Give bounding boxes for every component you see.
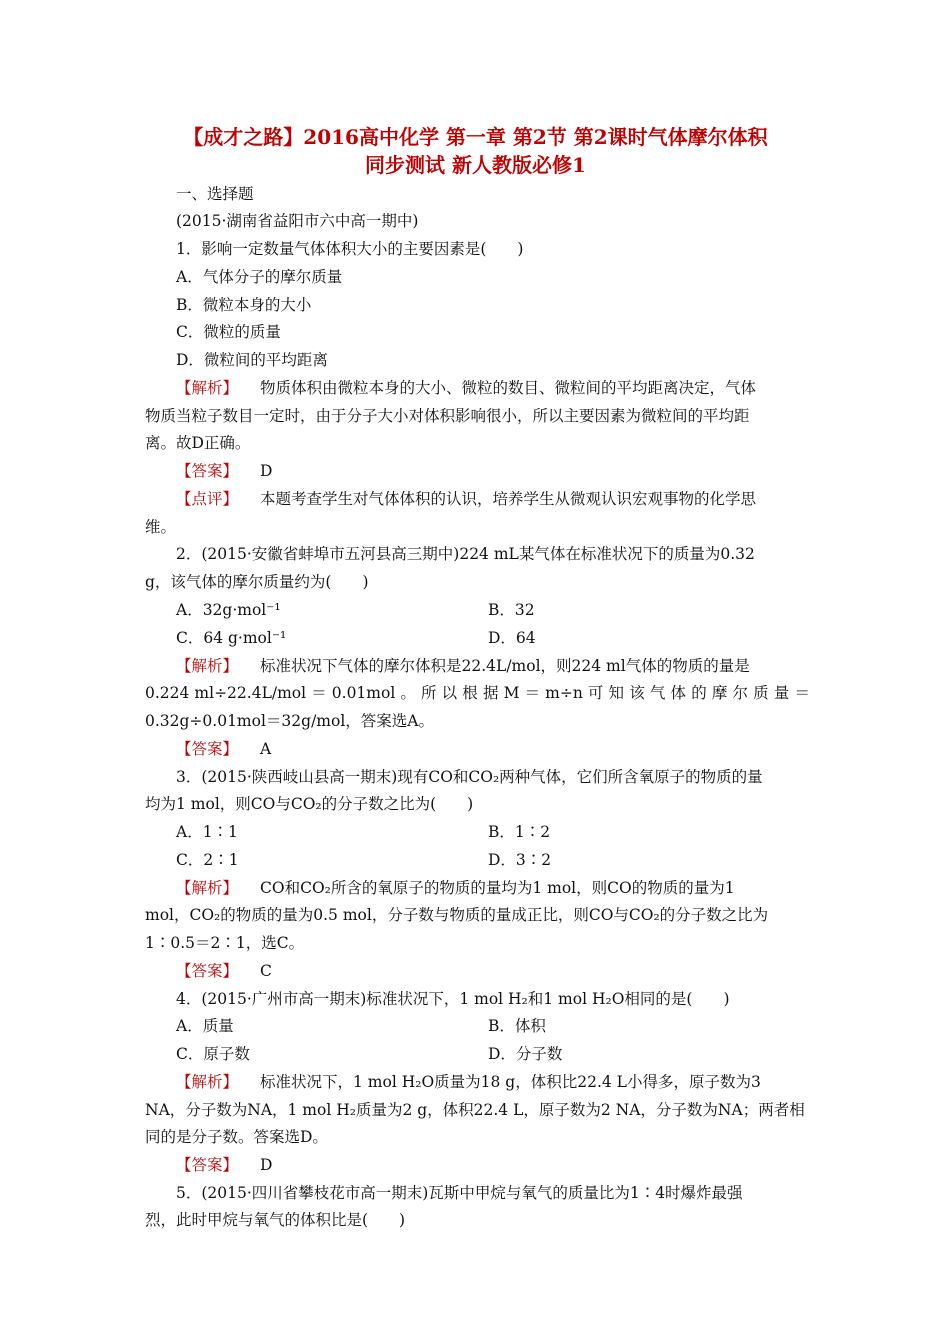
- answer-tag: 【答案】: [176, 962, 239, 980]
- question-source: (2015·湖南省益阳市六中高一期中): [176, 212, 419, 230]
- question-3-option-b: B．1∶2: [488, 823, 551, 841]
- section-heading: 一、选择题: [176, 185, 254, 203]
- question-2-answer: [176, 738, 841, 760]
- question-1-analysis-line-2: 物质当粒子数目一定时，由于分子大小对体积影响很小，所以主要因素为微粒间的平均距: [145, 407, 750, 425]
- question-2-option-b: B．32: [488, 601, 535, 619]
- question-2-option-a: A．32g·mol⁻¹: [176, 601, 281, 619]
- comment-text: 本题考查学生对气体体积的认识，培养学生从微观认识宏观事物的化学思: [260, 490, 757, 508]
- answer-value: C: [260, 962, 272, 980]
- question-4-stem: 4．(2015·广州市高一期末)标准状况下，1 mol H₂和1 mol H₂O相同的是( ): [176, 990, 730, 1008]
- question-4-analysis-line-3: 同的是分子数。答案选D。: [145, 1128, 328, 1146]
- question-4-answer: [176, 1154, 841, 1176]
- answer-tag: 【答案】: [176, 1156, 239, 1174]
- analysis-text: CO和CO₂所含的氧原子的物质的量均为1 mol，则CO的物质的量为1: [260, 879, 735, 897]
- question-5-stem-line-2: 烈，此时甲烷与氧气的体积比是( ): [145, 1211, 406, 1229]
- answer-tag: 【答案】: [176, 740, 239, 758]
- question-1-stem: 1．影响一定数量气体体积大小的主要因素是( ): [176, 240, 524, 258]
- question-3-option-c: C．2∶1: [176, 851, 239, 869]
- question-1-comment-line-2: 维。: [145, 518, 177, 536]
- analysis-text: 物质体积由微粒本身的大小、微粒的数目、微粒间的平均距离决定，气体: [260, 379, 757, 397]
- document-title-line-1: 【成才之路】2016高中化学 第一章 第2节 第2课时气体摩尔体积: [183, 125, 768, 149]
- answer-value: D: [260, 462, 273, 480]
- comment-tag: 【点评】: [176, 490, 239, 508]
- question-2-option-d: D．64: [488, 629, 536, 647]
- question-4-option-b: B．体积: [488, 1017, 546, 1035]
- analysis-text: 标准状况下，1 mol H₂O质量为18 g，体积比22.4 L小得多，原子数为3: [260, 1073, 761, 1091]
- analysis-tag: 【解析】: [176, 1073, 239, 1091]
- question-1-option-a: A．气体分子的摩尔质量: [176, 268, 343, 286]
- question-1-option-b: B．微粒本身的大小: [176, 296, 312, 314]
- question-3-option-a: A．1∶1: [176, 823, 238, 841]
- analysis-text: 标准状况下气体的摩尔体积是22.4L/mol，则224 ml气体的物质的量是: [260, 657, 750, 675]
- analysis-tag: 【解析】: [176, 657, 239, 675]
- question-2-stem-line-2: g，该气体的摩尔质量约为( ): [145, 573, 369, 591]
- analysis-tag: 【解析】: [176, 879, 239, 897]
- question-2-option-c: C．64 g·mol⁻¹: [176, 629, 287, 647]
- question-1-analysis-line-3: 离。故D正确。: [145, 434, 251, 452]
- question-1-analysis: [176, 377, 841, 399]
- question-2-analysis-line-3: 0.32g÷0.01mol＝32g/mol，答案选A。: [145, 712, 434, 730]
- question-5-stem: 5．(2015·四川省攀枝花市高一期末)瓦斯中甲烷与氧气的质量比为1∶4时爆炸最强: [176, 1184, 743, 1202]
- question-4-option-d: D．分子数: [488, 1045, 563, 1063]
- question-4-option-a: A．质量: [176, 1017, 234, 1035]
- question-1-answer: [176, 460, 841, 482]
- question-3-answer: [176, 960, 841, 982]
- analysis-tag: 【解析】: [176, 379, 239, 397]
- document-title-line-2: 同步测试 新人教版必修1: [365, 153, 586, 177]
- answer-value: D: [260, 1156, 273, 1174]
- question-3-option-d: D．3∶2: [488, 851, 552, 869]
- question-2-analysis: [176, 655, 841, 677]
- question-3-analysis-line-3: 1∶0.5＝2∶1，选C。: [145, 934, 305, 952]
- question-2-analysis-line-2: 0.224 ml÷22.4L/mol ＝ 0.01mol 。 所 以 根 据 M ＝ m÷n 可 知 该 气 体 的 摩 尔 质 量 ＝: [145, 684, 810, 702]
- question-4-analysis: [176, 1071, 841, 1093]
- question-1-comment: [176, 488, 841, 510]
- question-3-analysis-line-2: mol，CO₂的物质的量为0.5 mol，分子数与物质的量成正比，则CO与CO₂的分子数之比为: [145, 906, 769, 924]
- question-3-stem: 3．(2015·陕西岐山县高一期末)现有CO和CO₂两种气体，它们所含氧原子的物质的量: [176, 768, 763, 786]
- answer-value: A: [260, 740, 272, 758]
- question-4-analysis-line-2: NA，分子数为NA，1 mol H₂质量为2 g，体积22.4 L，原子数为2 NA，分子数为NA；两者相: [145, 1101, 805, 1119]
- question-1-option-c: C．微粒的质量: [176, 323, 281, 341]
- question-1-option-d: D．微粒间的平均距离: [176, 351, 328, 369]
- question-3-analysis: [176, 877, 841, 899]
- answer-tag: 【答案】: [176, 462, 239, 480]
- question-4-option-c: C．原子数: [176, 1045, 250, 1063]
- question-2-stem: 2．(2015·安徽省蚌埠市五河县高三期中)224 mL某气体在标准状况下的质量为0.32: [176, 545, 755, 563]
- question-3-stem-line-2: 均为1 mol，则CO与CO₂的分子数之比为( ): [145, 795, 474, 813]
